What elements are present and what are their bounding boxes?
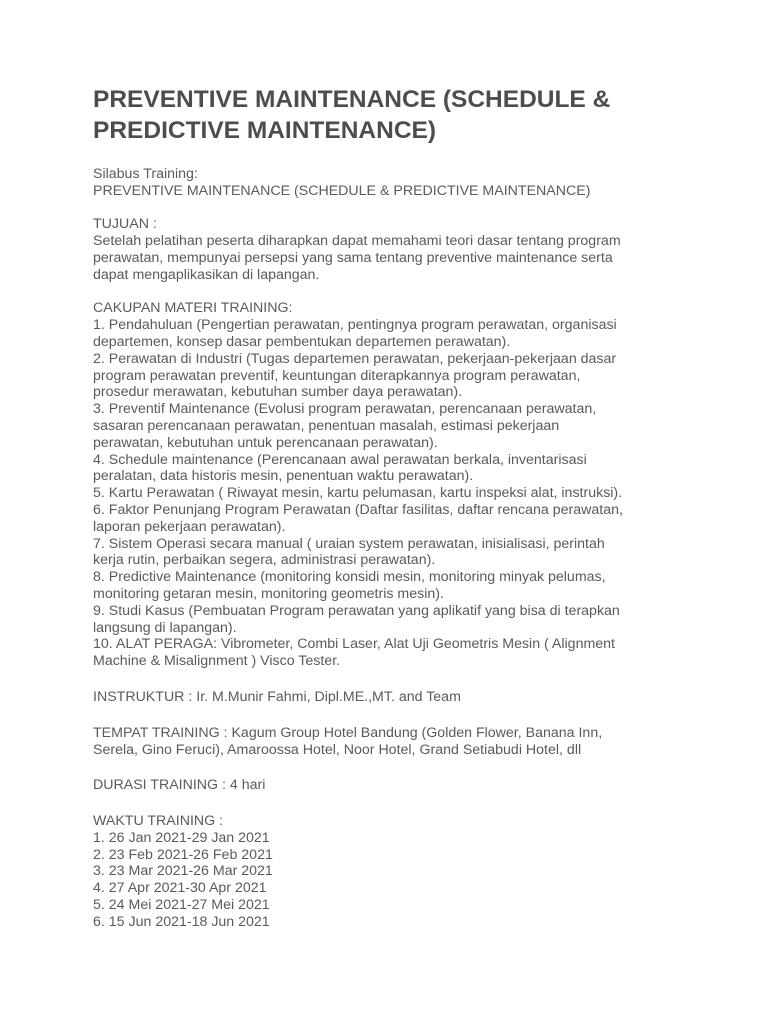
cakupan-line: 5. Kartu Perawatan ( Riwayat mesin, kartu pelumasan, kartu inspeksi alat, instruksi).	[93, 485, 623, 502]
tujuan-label: TUJUAN :	[93, 216, 157, 233]
cakupan-line: 4. Schedule maintenance (Perencanaan awal perawatan berkala, inventarisasi	[93, 451, 587, 468]
waktu-line: 4. 27 Apr 2021-30 Apr 2021	[93, 880, 267, 897]
cakupan-line: 7. Sistem Operasi secara manual ( uraian system perawatan, inisialisasi, perintah	[93, 535, 605, 552]
cakupan-line: langsung di lapangan).	[93, 619, 237, 636]
waktu-line: 2. 23 Feb 2021-26 Feb 2021	[93, 846, 273, 863]
cakupan-line: kerja rutin, perbaikan segera, administrasi perawatan).	[93, 552, 436, 569]
cakupan-line: 8. Predictive Maintenance (monitoring konsidi mesin, monitoring minyak pelumas,	[93, 569, 606, 586]
silabus-label: Silabus Training:	[93, 166, 198, 182]
cakupan-line: monitoring getaran mesin, monitoring geometris mesin).	[93, 585, 444, 602]
cakupan-line: 2. Perawatan di Industri (Tugas departemen perawatan, pekerjaan-pekerjaan dasar	[93, 350, 617, 367]
waktu-line: 3. 23 Mar 2021-26 Mar 2021	[93, 863, 273, 880]
cakupan-line: perawatan, kebutuhan untuk perencanaan perawatan).	[93, 434, 438, 451]
cakupan-line: 6. Faktor Penunjang Program Perawatan (Daftar fasilitas, daftar rencana perawatan,	[93, 501, 623, 518]
cakupan-line: 10. ALAT PERAGA: Vibrometer, Combi Laser, Alat Uji Geometris Mesin ( Alignment	[93, 636, 616, 653]
tempat-line: TEMPAT TRAINING : Kagum Group Hotel Bandung (Golden Flower, Banana Inn,	[93, 724, 603, 741]
cakupan-line: prosedur merawatan, kebutuhan sumber daya perawatan).	[93, 384, 463, 401]
document-body	[93, 166, 693, 931]
cakupan-line: 9. Studi Kasus (Pembuatan Program perawatan yang aplikatif yang bisa di terapkan	[93, 602, 620, 619]
instruktur-line: INSTRUKTUR : Ir. M.Munir Fahmi, Dipl.ME.,MT. and Team	[93, 688, 461, 705]
cakupan-line: 3. Preventif Maintenance (Evolusi program perawatan, perencanaan perawatan,	[93, 401, 597, 418]
document-title	[93, 84, 693, 146]
cakupan-label: CAKUPAN MATERI TRAINING:	[93, 300, 293, 317]
waktu-label: WAKTU TRAINING :	[93, 813, 224, 830]
waktu-line: 1. 26 Jan 2021-29 Jan 2021	[93, 829, 270, 846]
cakupan-line: departemen, konsep dasar pembentukan departemen perawatan).	[93, 333, 511, 350]
cakupan-line: peralatan, data historis mesin, penentuan waktu perawatan).	[93, 468, 474, 485]
cakupan-line: program perawatan preventif, keuntungan diterapkannya program perawatan,	[93, 367, 581, 384]
tujuan-line: perawatan, mempunyai persepsi yang sama tentang preventive maintenance serta	[93, 249, 613, 266]
title-line: PREVENTIVE MAINTENANCE (SCHEDULE &	[93, 86, 611, 113]
document-page	[93, 84, 693, 931]
title-line: PREDICTIVE MAINTENANCE)	[93, 117, 437, 144]
tujuan-line: Setelah pelatihan peserta diharapkan dapat memahami teori dasar tentang program	[93, 233, 621, 250]
silabus-title: PREVENTIVE MAINTENANCE (SCHEDULE & PREDICTIVE MAINTENANCE)	[93, 182, 591, 199]
cakupan-line: laporan pekerjaan perawatan).	[93, 518, 286, 535]
durasi-line: DURASI TRAINING : 4 hari	[93, 777, 266, 794]
tempat-line: Serela, Gino Feruci), Amaroossa Hotel, Noor Hotel, Grand Setiabudi Hotel, dll	[93, 741, 582, 758]
tujuan-line: dapat mengaplikasikan di lapangan.	[93, 266, 320, 283]
waktu-line: 5. 24 Mei 2021-27 Mei 2021	[93, 897, 270, 914]
cakupan-line: 1. Pendahuluan (Pengertian perawatan, pentingnya program perawatan, organisasi	[93, 317, 617, 334]
cakupan-line: sasaran perencanaan perawatan, penentuan masalah, estimasi pekerjaan	[93, 417, 560, 434]
waktu-line: 6. 15 Jun 2021-18 Jun 2021	[93, 913, 270, 930]
cakupan-line: Machine & Misalignment ) Visco Tester.	[93, 653, 341, 670]
